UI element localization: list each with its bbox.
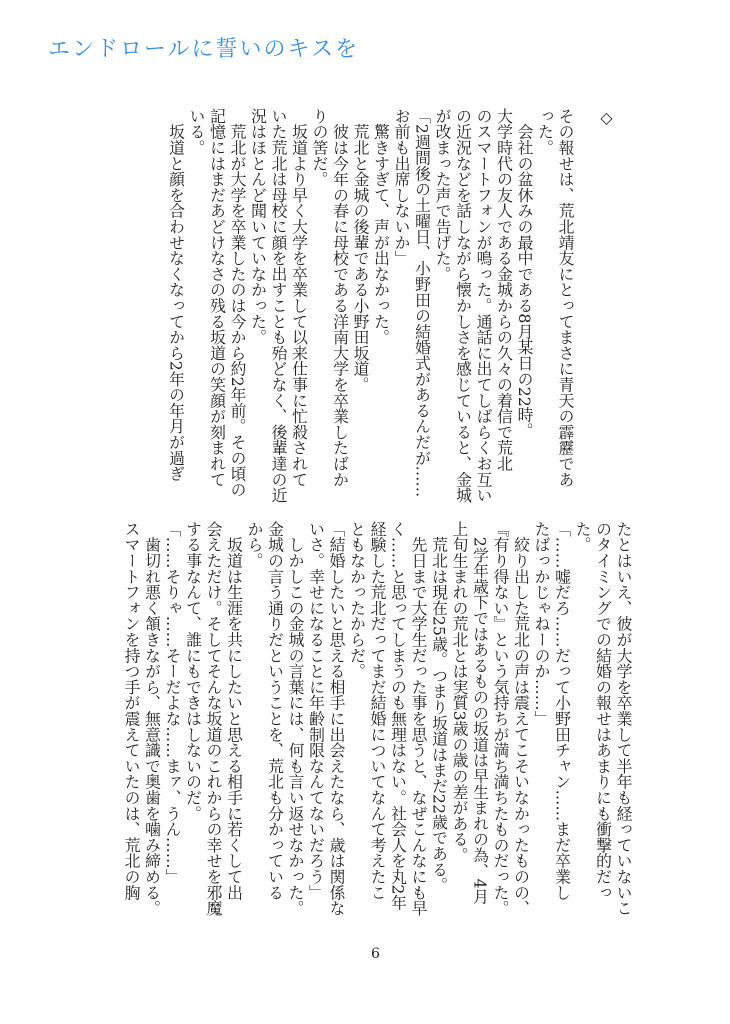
text-line: 先日まで大学生だった事を思うと、なぜこんなにも早: [409, 521, 428, 916]
text-line: いた荒北は母校に顔を出すことも殆どなく、後輩達の近: [269, 108, 288, 503]
text-line: 記憶にはまだあどけなさの残る坂道の笑顔が刻まれて: [207, 108, 227, 488]
text-line: 坂道と顔を合わせなくなってから2年の年月が過ぎ: [166, 108, 186, 482]
text-line: 驚きすぎて、声が出なかった。: [371, 108, 391, 345]
text-line: 歯切れ悪く頷きながら、無意識で奥歯を噛み締める。: [142, 521, 162, 916]
text-line: 会えただけ。そしてそんな坂道のこれからの幸せを邪魔: [204, 521, 223, 916]
text-line: 金城の言う通りだということを、荒北も分かっている: [265, 521, 285, 901]
text-line: 坂道は生涯を共にしたいと思える相手に若くして出: [224, 521, 244, 901]
text-line: する事なんて、誰にもできはしないのだ。: [183, 521, 203, 822]
text-line: りの筈だ。: [310, 108, 329, 187]
text-line: の近況などを話しながら懐かしさを感じていると、金城: [453, 108, 473, 503]
text-line: のスマートフォンが鳴った。通話に出てしばらくお互い: [474, 108, 493, 503]
text-line: 「結婚したいと思える相手に出会えたなら、歳は関係な: [327, 521, 346, 916]
text-line: 坂道より早く大学を卒業して以来仕事に忙殺されて: [289, 108, 309, 488]
text-line: 2学年歳下ではあるものの坂道は早生まれの為、4月: [470, 521, 490, 905]
text-line: 上旬生まれの荒北とは実質3歳の歳の差がある。: [450, 521, 469, 863]
text-line: 荒北は現在25歳。つまり坂道はまだ22歳である。: [429, 521, 449, 894]
text-line: く……と思ってしまうのも無理はない。社会人を丸2年: [388, 521, 408, 911]
text-line: 荒北と金城の後輩である小野田坂道。: [351, 108, 370, 393]
bottom-text-block: [121, 521, 634, 926]
text-line: 彼は今年の春に母校である洋南大学を卒業したばか: [330, 108, 350, 488]
text-line: たばっかじゃねーのか……」: [532, 521, 551, 727]
text-line: お前も出席しないか」: [392, 108, 411, 266]
text-line: いさ。幸せになることに年齢制限なんてないだろう」: [306, 521, 326, 901]
top-text-block: [165, 108, 616, 503]
text-line: た。: [573, 521, 592, 553]
text-line: 絞り出した荒北の声は震えてこそいなかったものの、: [511, 521, 531, 916]
page-number: 6: [371, 946, 380, 962]
text-line: 『有り得ない』という気持ちが満ち満ちたものだった。: [491, 521, 510, 916]
text-line: 荒北が大学を卒業したのは今から約2年前。その頃の: [228, 108, 247, 498]
text-line: [575, 108, 596, 500]
text-line: その報せは、荒北靖友にとってまさに青天の霹靂であ: [556, 108, 575, 488]
text-line: 「……そりゃ……そーだよな……まァ、うん……」: [163, 521, 182, 885]
text-line: 「……嘘だろ……だって小野田チャン……まだ卒業し: [552, 521, 572, 901]
text-line: った。: [535, 108, 555, 156]
text-line: 大学時代の友人である金城からの久々の着信で荒北: [494, 108, 514, 472]
text-line: のタイミングでの結婚の報せはあまりにも衝撃的だっ: [593, 521, 613, 901]
text-line: 「2週間後の土曜日、小野田の結婚式があるんだが……: [412, 108, 432, 498]
text-line: 会社の盆休みの最中である8月某日の22時。: [515, 108, 534, 439]
text-line: スマートフォンを持つ手が震えていたのは、荒北の胸: [122, 521, 141, 901]
text-line: たとはいえ、彼が大学を卒業して半年も経っていないこ: [614, 521, 633, 916]
text-line: しかしこの金城の言葉には、何も言い返せなかった。: [286, 521, 305, 916]
chapter-title: エンドロールに誓いのキスを: [48, 37, 360, 62]
text-line: から。: [245, 521, 264, 569]
text-line: 経験した荒北だってまだ結婚についてなんて考えたこ: [368, 521, 387, 901]
text-line: が改まった声で告げた。: [433, 108, 452, 282]
section-break-diamond: ◇: [597, 108, 616, 127]
text-line: ともなかったからだ。: [347, 521, 367, 679]
text-line: 況はほとんど聞いていなかった。: [248, 108, 268, 345]
text-line: いる。: [187, 108, 206, 156]
